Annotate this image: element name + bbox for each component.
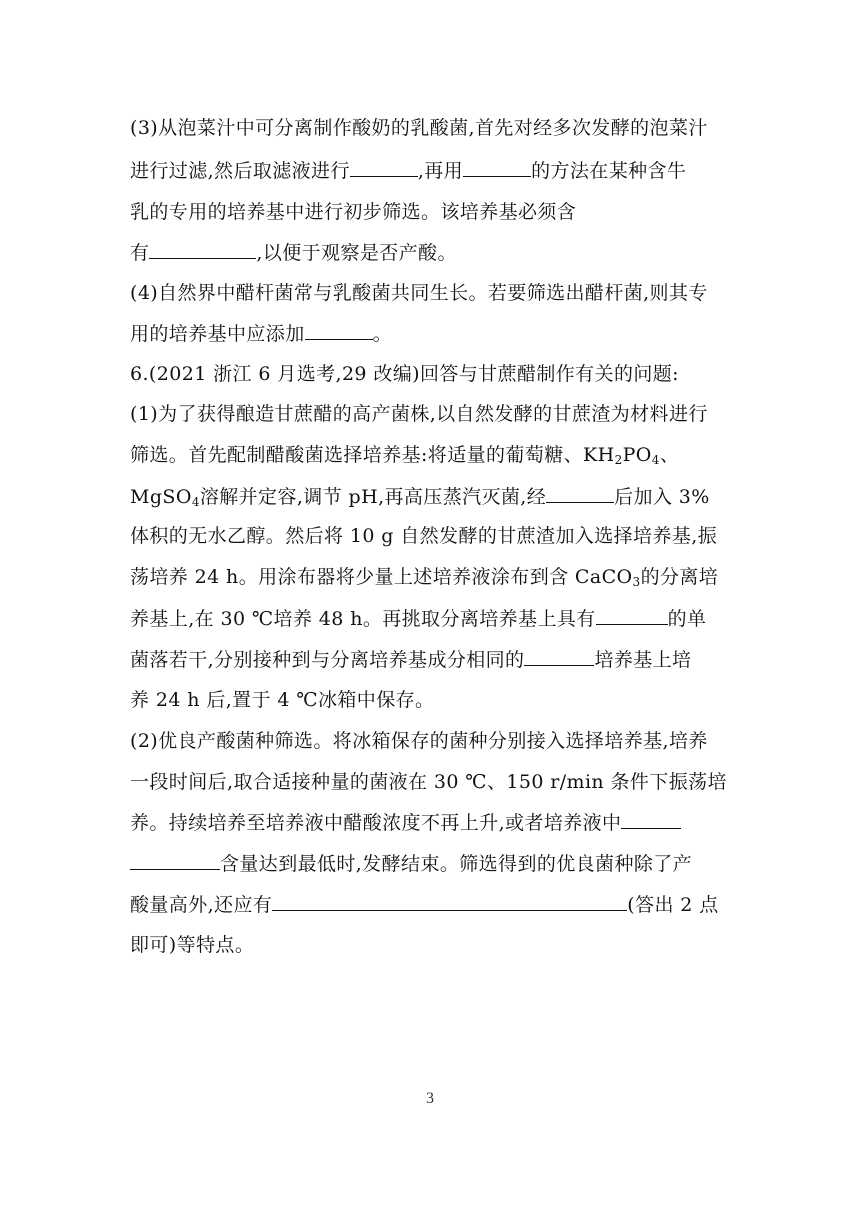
text: (1)为了获得酿造甘蔗醋的高产菌株,以自然发酵的甘蔗渣为材料进行: [130, 403, 708, 425]
q5-part3-line3: [130, 198, 576, 226]
subscript: 4: [191, 495, 200, 509]
q6-part1-line5: [130, 563, 718, 591]
subscript: 3: [632, 575, 641, 589]
q5-part4-line1: [130, 279, 708, 307]
answer-blank[interactable]: [546, 482, 614, 503]
text: 酸量高外,还应有: [130, 894, 273, 916]
text: 筛选。首先配制醋酸菌选择培养基:将适量的葡萄糖、KH: [130, 444, 615, 466]
text: (答出 2 点: [627, 894, 719, 916]
text: 后加入 3%: [614, 486, 710, 508]
text: 乳的专用的培养基中进行初步筛选。该培养基必须含: [130, 201, 577, 223]
answer-blank[interactable]: [130, 849, 220, 870]
q6-part2-line1: [130, 727, 708, 755]
q6-part2-line2: [130, 768, 727, 796]
text: 菌落若干,分别接种到与分离培养基成分相同的: [130, 649, 525, 671]
text: PO: [622, 444, 652, 466]
text: 含量达到最低时,发酵结束。筛选得到的优良菌种除了产: [220, 853, 693, 875]
q6-part2-line4: [130, 849, 692, 878]
text: 即可)等特点。: [130, 934, 255, 956]
text: 体积的无水乙醇。然后将 10 g 自然发酵的甘蔗渣加入选择培养基,振: [130, 525, 718, 547]
text: ,以便于观察是否产酸。: [256, 242, 457, 264]
page-number: 3: [426, 1090, 434, 1107]
q6-part2-line3: [130, 808, 681, 837]
answer-blank[interactable]: [596, 604, 668, 625]
text: ,再用: [417, 160, 464, 182]
answer-blank[interactable]: [621, 808, 681, 829]
text: 的单: [667, 608, 707, 630]
q6-part2-line6: [130, 931, 254, 959]
text: (2)优良产酸菌种筛选。将冰箱保存的菌种分别接入选择培养基,培养: [130, 730, 708, 752]
text: (4)自然界中醋杆菌常与乳酸菌共同生长。若要筛选出醋杆菌,则其专: [130, 282, 708, 304]
q6-heading: [130, 360, 679, 388]
text: 用的培养基中应添加: [130, 323, 305, 345]
q6-part1-line2: [130, 441, 679, 469]
q5-part3-line1: [130, 114, 708, 142]
text: 培养基上培: [594, 649, 692, 671]
text: 养 24 h 后,置于 4 ℃冰箱中保存。: [130, 689, 435, 711]
answer-blank[interactable]: [524, 645, 594, 666]
subscript: 4: [651, 453, 660, 467]
q6-part1-line8: [130, 686, 434, 714]
text: 、: [659, 444, 680, 466]
text: 一段时间后,取合适接种量的菌液在 30 ℃、150 r/min 条件下振荡培: [130, 771, 727, 793]
answer-blank[interactable]: [463, 156, 531, 177]
text: 的分离培: [640, 566, 719, 588]
q6-part1-line4: [130, 522, 717, 550]
q6-part1-line6: [130, 604, 706, 633]
text: 进行过滤,然后取滤液进行: [130, 160, 350, 182]
text: (3)从泡菜汁中可分离制作酸奶的乳酸菌,首先对经多次发酵的泡菜汁: [130, 117, 708, 139]
text: 。: [372, 323, 393, 345]
text: 养基上,在 30 ℃培养 48 h。再挑取分离培养基上具有: [130, 608, 596, 630]
text: 溶解并定容,调节 pH,再高压蒸汽灭菌,经: [199, 486, 547, 508]
answer-blank[interactable]: [350, 156, 418, 177]
answer-blank[interactable]: [149, 238, 256, 259]
q6-part1-line3: [130, 482, 710, 511]
q6-part1-line1: [130, 400, 708, 428]
text: 有: [130, 242, 150, 264]
q5-part4-line2: [130, 319, 392, 348]
text: 荡培养 24 h。用涂布器将少量上述培养液涂布到含 CaCO: [130, 566, 633, 588]
question-heading: 6.(2021 浙江 6 月选考,29 改编)回答与甘蔗醋制作有关的问题:: [130, 363, 679, 385]
text: 的方法在某种含牛: [531, 160, 687, 182]
q6-part1-line7: [130, 645, 691, 674]
answer-blank[interactable]: [272, 890, 627, 911]
q5-part3-line4: [130, 238, 457, 267]
q6-part2-line5: [130, 890, 719, 919]
subscript: 2: [614, 453, 623, 467]
q5-part3-line2: [130, 156, 686, 185]
answer-blank[interactable]: [305, 319, 373, 340]
text: MgSO: [130, 486, 192, 508]
text: 养。持续培养至培养液中醋酸浓度不再上升,或者培养液中: [130, 812, 622, 834]
